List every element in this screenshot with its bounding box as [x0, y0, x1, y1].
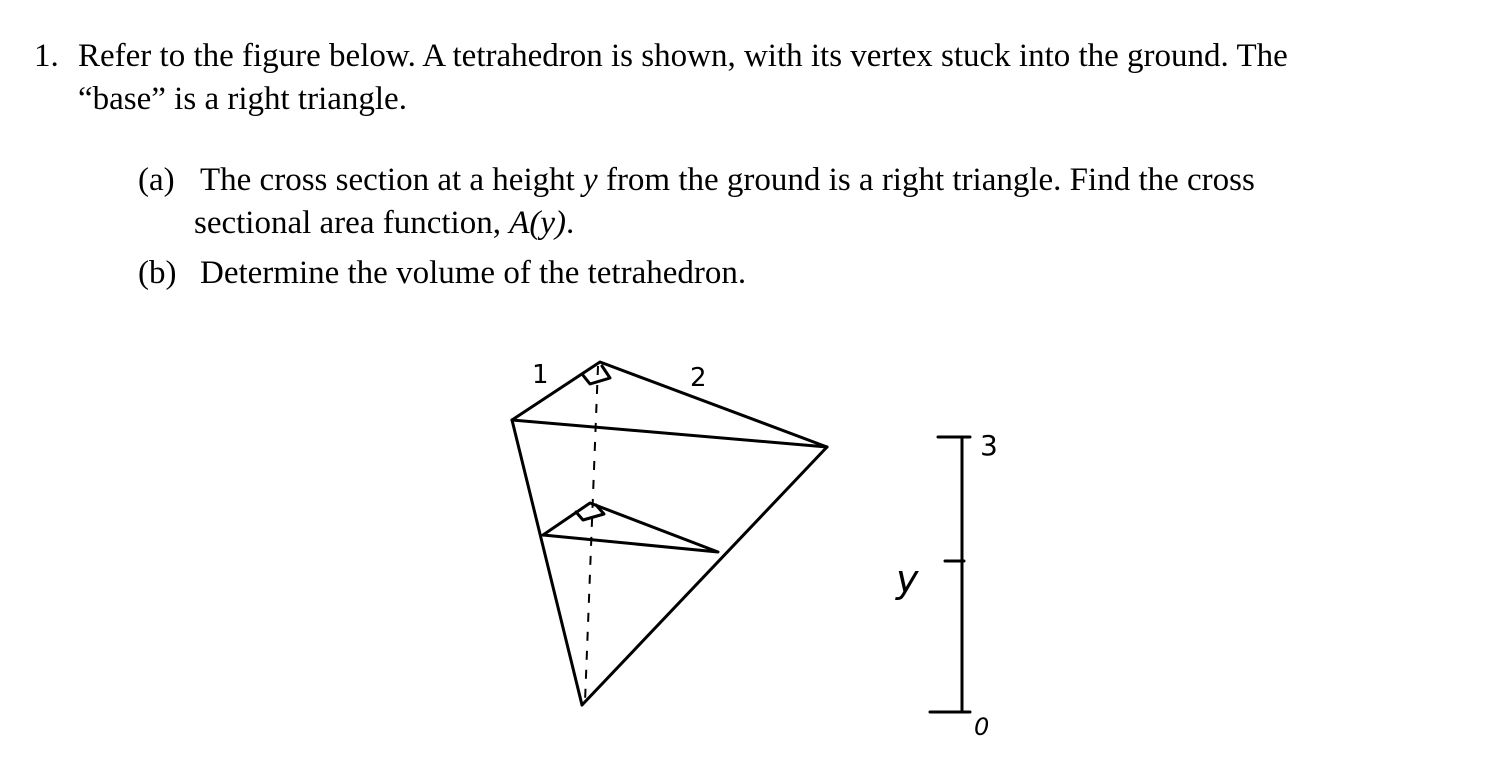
height-variable: y [583, 162, 598, 198]
part-a-text-after-var: from the ground is a right triangle. Find the cross [597, 162, 1255, 198]
label-height-var: y [896, 557, 919, 601]
edge-right [582, 447, 827, 705]
right-angle-marker-cross [576, 505, 604, 520]
base-hypotenuse [512, 420, 827, 447]
problem-number: 1. [34, 38, 59, 74]
part-a-question-line-1 [200, 160, 1255, 200]
problem-statement-line-1: Refer to the figure below. A tetrahedron is shown, with its vertex stuck into the ground. The [78, 38, 1288, 74]
part-a-label: (a) [138, 162, 175, 198]
edge-left [512, 420, 582, 705]
base-triangle-top [512, 362, 827, 447]
part-a-question-line-2 [194, 203, 574, 243]
hidden-edge-dashed [585, 366, 598, 702]
part-a-period: . [566, 205, 575, 241]
problem-statement-line-2: “base” is a right triangle. [78, 81, 407, 117]
part-b-label: (b) [138, 255, 177, 291]
label-leg-long: 2 [690, 363, 707, 393]
part-b-question: Determine the volume of the tetrahedron. [200, 255, 747, 291]
part-a-text-before-var: The cross section at a height [200, 162, 584, 198]
label-height-bottom: 0 [974, 713, 990, 741]
right-angle-marker-top [582, 366, 610, 384]
area-function-notation: A(y) [509, 205, 566, 241]
label-height-top: 3 [980, 429, 998, 462]
label-leg-short: 1 [532, 360, 549, 390]
cross-section-triangle [543, 503, 718, 552]
part-a-text-line-2: sectional area function, [194, 205, 510, 241]
